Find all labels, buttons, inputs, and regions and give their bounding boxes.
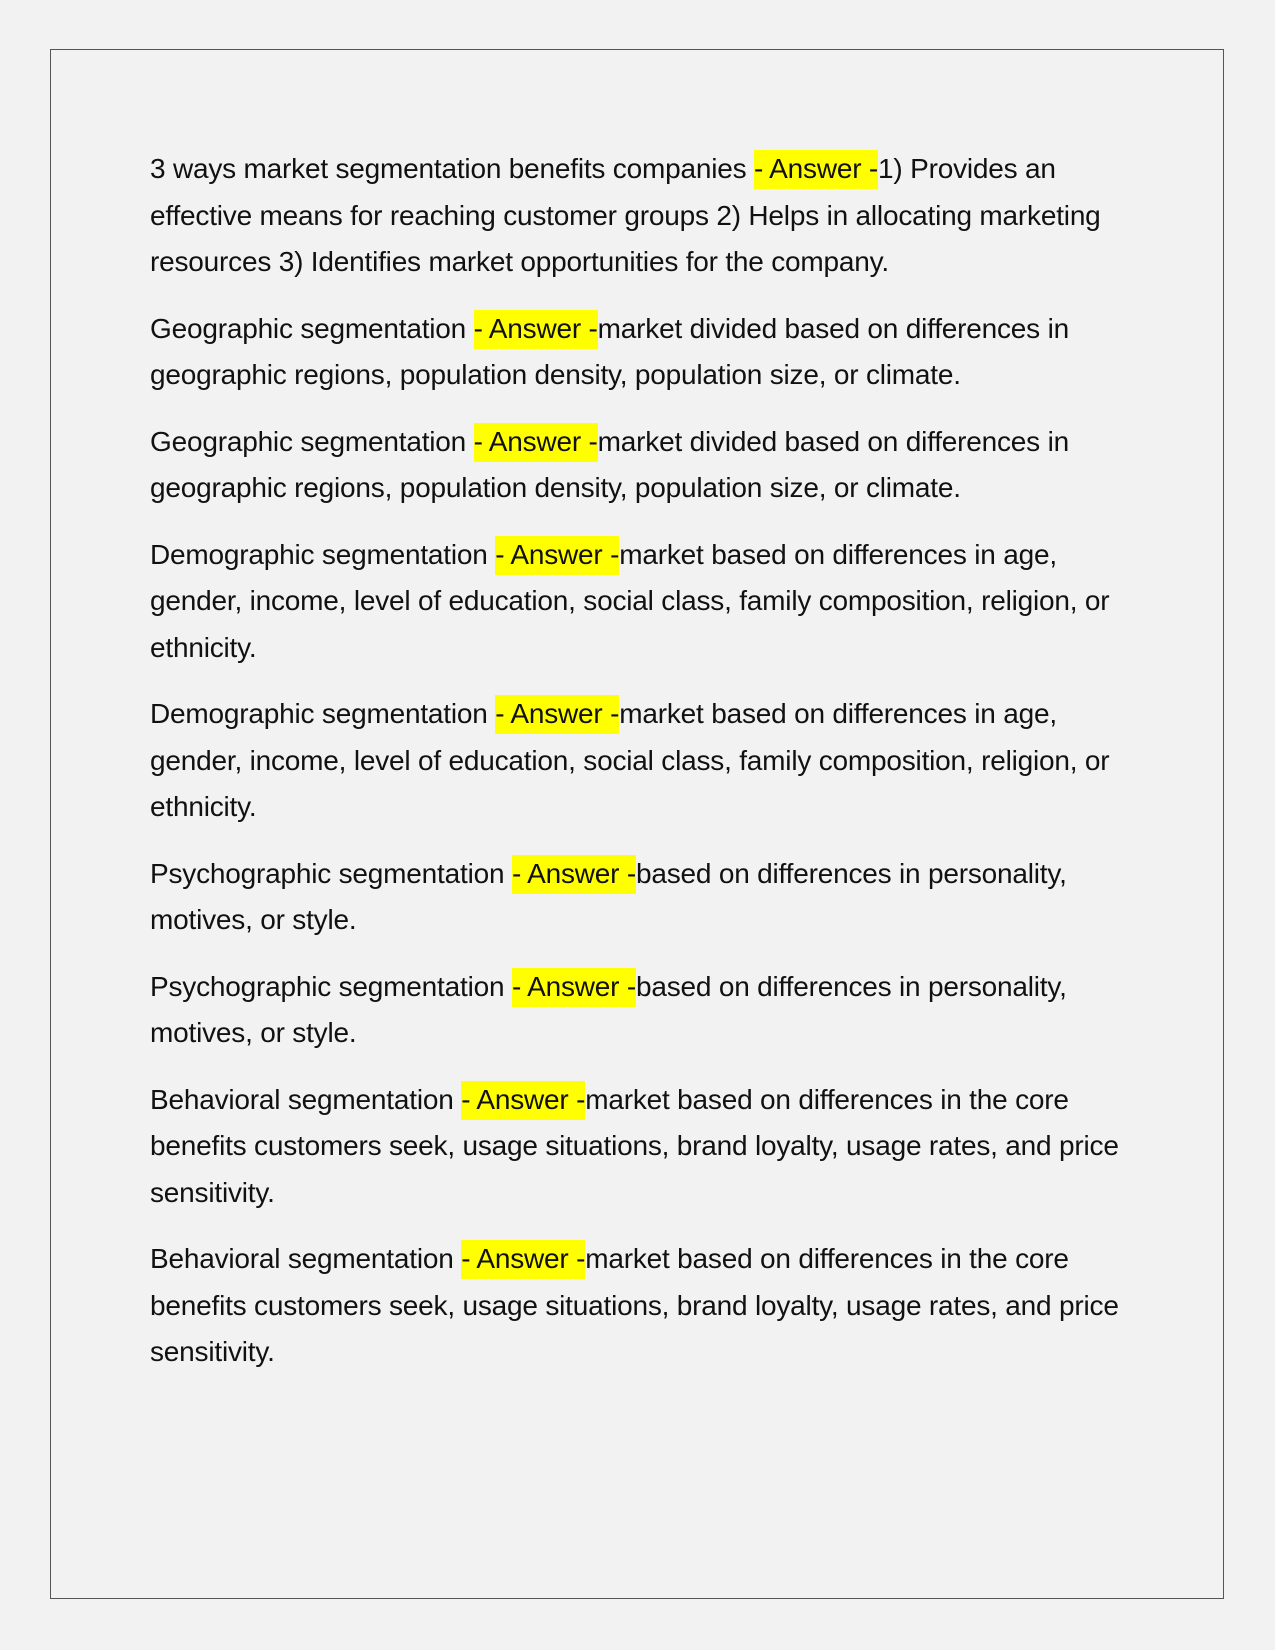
answer-highlight: - Answer - xyxy=(495,695,619,734)
document-body xyxy=(150,146,1140,1396)
flashcard-entry xyxy=(150,419,1140,512)
entry-definition: market based on differences in age, gender, income, level of education, social class, family composition, religion, or ethnicity. xyxy=(150,538,1110,663)
entry-term: Demographic segmentation xyxy=(150,698,488,729)
entry-term: Behavioral segmentation xyxy=(150,1243,454,1274)
entry-term: Demographic segmentation xyxy=(150,538,488,570)
entry-definition: market based on differences in age, gender, income, level of education, social class, family composition, religion, or ethnicity. xyxy=(150,698,1110,822)
flashcard-entry xyxy=(150,1077,1140,1217)
entry-definition: based on differences in personality, motives, or style. xyxy=(150,857,1067,935)
answer-highlight: - Answer - xyxy=(495,536,619,575)
entry-term: Geographic segmentation xyxy=(150,312,467,344)
entry-definition: market divided based on differences in geographic regions, population density, population size, or climate. xyxy=(150,425,1069,503)
entry-term: Psychographic segmentation xyxy=(150,970,505,1002)
answer-highlight: - Answer - xyxy=(474,423,598,462)
answer-highlight: - Answer - xyxy=(461,1081,585,1120)
entry-definition: market based on differences in the core benefits customers seek, usage situations, brand loyalty, usage rates, and price sensitivity. xyxy=(150,1083,1119,1208)
entry-definition: based on differences in personality, motives, or style. xyxy=(150,970,1067,1048)
entry-term: 3 ways market segmentation benefits companies xyxy=(150,153,747,184)
answer-highlight: - Answer - xyxy=(512,855,636,894)
flashcard-entry xyxy=(150,691,1140,831)
flashcard-entry xyxy=(150,306,1140,399)
flashcard-entry xyxy=(150,1236,1140,1376)
flashcard-entry xyxy=(150,532,1140,672)
entry-term: Psychographic segmentation xyxy=(150,857,505,889)
answer-highlight: - Answer - xyxy=(474,310,598,349)
entry-definition: market divided based on differences in geographic regions, population density, population size, or climate. xyxy=(150,312,1069,390)
answer-highlight: - Answer - xyxy=(754,150,878,189)
answer-highlight: - Answer - xyxy=(512,968,636,1007)
entry-term: Geographic segmentation xyxy=(150,425,467,457)
answer-highlight: - Answer - xyxy=(461,1240,585,1279)
entry-definition: market based on differences in the core benefits customers seek, usage situations, brand loyalty, usage rates, and price sensitivity. xyxy=(150,1243,1119,1367)
entry-definition: 1) Provides an effective means for reaching customer groups 2) Helps in allocating marketing resources 3) Identifies market opportunities for the company. xyxy=(150,153,1101,277)
flashcard-entry xyxy=(150,851,1140,944)
flashcard-entry xyxy=(150,146,1140,286)
entry-term: Behavioral segmentation xyxy=(150,1083,454,1115)
flashcard-entry xyxy=(150,964,1140,1057)
